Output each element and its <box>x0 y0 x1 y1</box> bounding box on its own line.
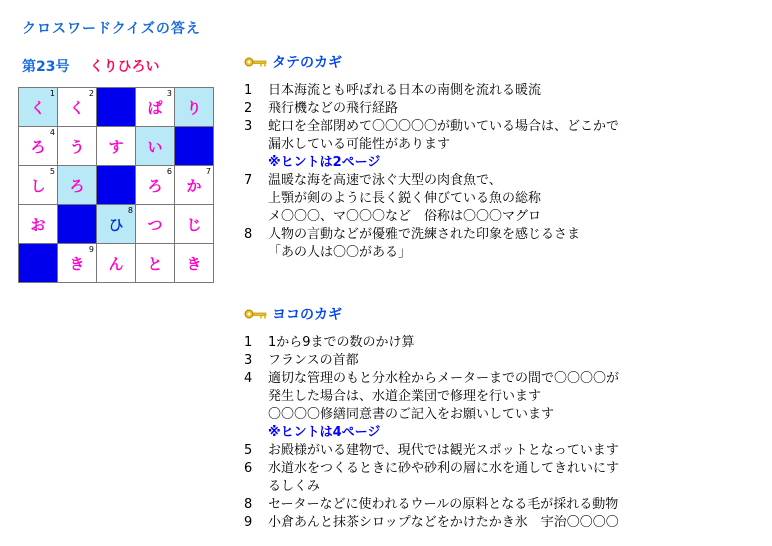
grid-cell <box>136 244 175 283</box>
clue-line: 適切な管理のもと分水栓からメーターまでの間で〇〇〇〇が <box>268 371 620 386</box>
cell-number: 1 <box>49 89 55 98</box>
clue-item <box>244 442 754 460</box>
clue-item <box>244 514 754 532</box>
grid-cell <box>97 244 136 283</box>
clue-line: 〇〇〇〇修繕同意書のご記入をお願いしています <box>268 407 555 422</box>
grid-cell <box>136 127 175 166</box>
clue-line: 小倉あんと抹茶シロップなどをかけたかき氷 宇治〇〇〇〇 <box>268 515 619 530</box>
cell-char: う <box>69 137 85 156</box>
cell-char: り <box>186 98 202 117</box>
grid-cell <box>175 166 214 205</box>
cell-char: と <box>147 254 163 273</box>
grid-cell <box>175 205 214 244</box>
key-icon <box>244 55 268 69</box>
grid-cell-blocked <box>58 205 97 244</box>
cell-char: く <box>69 98 85 117</box>
clue-line: 上顎が剣のように長く鋭く伸びている魚の総称 <box>268 191 542 206</box>
grid-row <box>19 166 214 205</box>
clue-item <box>244 334 754 352</box>
clue-number: 3 <box>244 353 253 368</box>
clue-line: 温暖な海を高速で泳ぐ大型の肉食魚で、 <box>268 173 502 188</box>
tate-heading-label: タテのカギ <box>272 55 342 71</box>
cell-char: つ <box>147 215 163 234</box>
cell-char: じ <box>186 215 202 234</box>
grid-cell-blocked <box>97 166 136 205</box>
clue-line: 「あの人は〇〇がある」 <box>268 245 412 260</box>
clue-line: セーターなどに使われるウールの原料となる毛が採れる動物 <box>268 497 619 512</box>
grid-cell <box>58 127 97 166</box>
yoko-heading <box>244 304 342 324</box>
clue-line: 日本海流とも呼ばれる日本の南側を流れる暖流 <box>268 83 542 98</box>
key-icon <box>244 307 268 321</box>
grid-cell <box>19 166 58 205</box>
yoko-clue-list <box>244 334 754 532</box>
clue-number: 7 <box>244 173 253 188</box>
clue-text <box>268 496 754 514</box>
clue-line: 人物の言動などが優雅で洗練された印象を感じるさま <box>268 227 581 242</box>
issue-line <box>22 56 159 76</box>
clue-text <box>268 100 754 118</box>
clue-item <box>244 172 754 226</box>
cell-char: お <box>30 215 46 234</box>
page-title: クロスワードクイズの答え <box>22 21 201 37</box>
hint-text: ※ヒントは4ページ <box>268 425 381 440</box>
yoko-heading-label: ヨコのカギ <box>272 307 342 323</box>
clue-line: 蛇口を全部閉めて〇〇〇〇〇が動いている場合は、どこかで <box>268 119 620 134</box>
grid-cell <box>58 244 97 283</box>
clue-number: 8 <box>244 227 253 242</box>
cell-char: か <box>186 176 202 195</box>
clue-number: 5 <box>244 443 253 458</box>
cell-char: ろ <box>30 137 46 156</box>
clue-number: 6 <box>244 461 253 476</box>
clue-text <box>268 370 754 442</box>
cell-char: ひ <box>108 215 124 234</box>
cell-number: 5 <box>49 167 55 176</box>
clue-line: フランスの首都 <box>268 353 359 368</box>
cell-number: 7 <box>205 167 211 176</box>
cell-number: 4 <box>49 128 55 137</box>
clue-text <box>268 334 754 352</box>
cell-char: い <box>147 137 163 156</box>
grid-cell <box>19 88 58 127</box>
cell-number: 3 <box>166 89 172 98</box>
clue-line: るしくみ <box>268 479 321 494</box>
clue-number: 1 <box>244 335 253 350</box>
clue-line: お殿様がいる建物で、現代では観光スポットとなっています <box>268 443 619 458</box>
clue-text <box>268 352 754 370</box>
cell-number: 6 <box>166 167 172 176</box>
clue-item <box>244 460 754 496</box>
clue-line: 発生した場合は、水道企業団で修理を行います <box>268 389 542 404</box>
cell-char: し <box>30 176 46 195</box>
clue-number: 1 <box>244 83 253 98</box>
clue-number: 4 <box>244 371 253 386</box>
grid-row <box>19 88 214 127</box>
grid-cell <box>19 205 58 244</box>
cell-number: 9 <box>88 245 94 254</box>
grid-row <box>19 127 214 166</box>
clue-item <box>244 226 754 262</box>
cell-char: く <box>30 98 46 117</box>
cell-char: ぱ <box>147 98 163 117</box>
clue-item <box>244 352 754 370</box>
cell-char: ん <box>108 254 124 273</box>
tate-heading <box>244 52 342 72</box>
hint-text: ※ヒントは2ページ <box>268 155 381 170</box>
clue-text <box>268 460 754 496</box>
grid-cell-blocked <box>175 127 214 166</box>
answer-word: くりひろい <box>89 59 160 75</box>
grid-cell <box>136 88 175 127</box>
crossword-grid <box>18 87 214 283</box>
clue-text <box>268 442 754 460</box>
clue-item <box>244 82 754 100</box>
cell-char: ろ <box>69 176 85 195</box>
grid-cell <box>136 166 175 205</box>
grid-row <box>19 205 214 244</box>
clue-text <box>268 172 754 226</box>
cell-char: ろ <box>147 176 163 195</box>
clue-number: 3 <box>244 119 253 134</box>
clue-item <box>244 370 754 442</box>
grid-cell-blocked <box>19 244 58 283</box>
tate-clue-list <box>244 82 754 262</box>
clue-number: 8 <box>244 497 253 512</box>
issue-number: 第23号 <box>22 59 70 75</box>
clue-item <box>244 118 754 172</box>
clue-line: 1から9までの数のかけ算 <box>268 335 415 350</box>
clue-item <box>244 496 754 514</box>
cell-number: 2 <box>88 89 94 98</box>
cell-number: 8 <box>127 206 133 215</box>
clue-number: 9 <box>244 515 253 530</box>
clue-line: 水道水をつくるときに砂や砂利の層に水を通してきれいにす <box>268 461 620 476</box>
clue-line: メ〇〇〇、マ〇〇〇など 俗称は〇〇〇マグロ <box>268 209 542 224</box>
clue-text <box>268 118 754 172</box>
grid-cell <box>175 88 214 127</box>
clue-line: 飛行機などの飛行経路 <box>268 101 399 116</box>
grid-cell <box>58 166 97 205</box>
grid-cell <box>136 205 175 244</box>
clue-item <box>244 100 754 118</box>
grid-cell <box>19 127 58 166</box>
clue-text <box>268 82 754 100</box>
grid-cell <box>58 88 97 127</box>
clue-text <box>268 514 754 532</box>
grid-cell <box>97 127 136 166</box>
cell-char: す <box>108 137 124 156</box>
grid-row <box>19 244 214 283</box>
grid-cell <box>97 205 136 244</box>
cell-char: き <box>186 254 202 273</box>
grid-cell <box>175 244 214 283</box>
cell-char: き <box>69 254 85 273</box>
clue-text <box>268 226 754 262</box>
clue-line: 漏水している可能性があります <box>268 137 451 152</box>
clue-number: 2 <box>244 101 253 116</box>
grid-cell-blocked <box>97 88 136 127</box>
